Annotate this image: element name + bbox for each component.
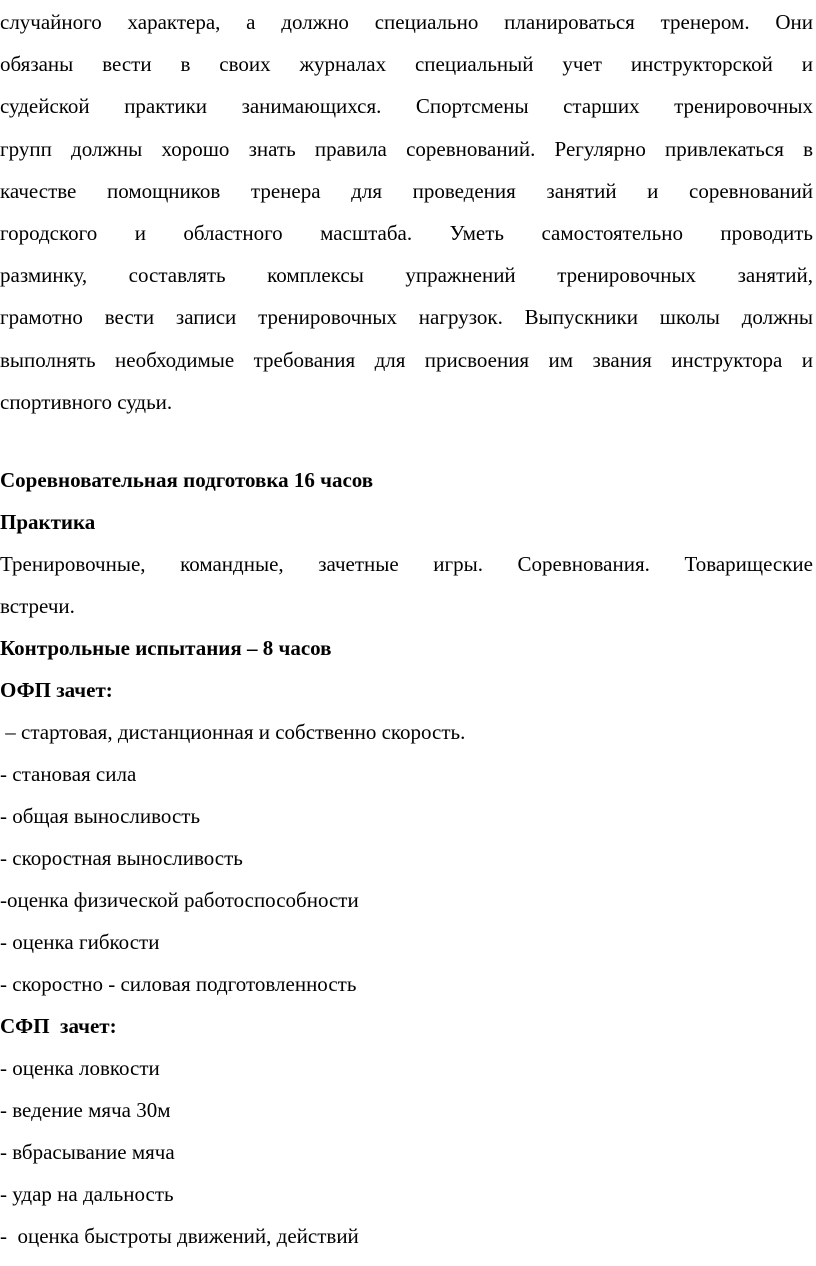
sfp-list-item: - ведение мяча 30м (0, 1098, 171, 1122)
control-heading: Контрольные испытания – 8 часов (0, 636, 332, 660)
paragraph-line: грамотно вести записи тренировочных нагрузок. Выпускники школы должны (0, 305, 813, 330)
ofp-list-item: - общая выносливость (0, 804, 201, 828)
paragraph-line: спортивного судьи. (0, 389, 173, 414)
paragraph-line: качестве помощников тренера для проведения занятий и соревнований (0, 178, 813, 203)
paragraph-line: групп должны хорошо знать правила соревнований. Регулярно привлекаться в (0, 136, 813, 161)
paragraph-line: Тренировочные, командные, зачетные игры. Соревнования. Товарищеские (0, 552, 813, 576)
ofp-list-item: -оценка физической работоспособности (0, 888, 359, 912)
ofp-list-item: – стартовая, дистанционная и собственно скорость. (0, 720, 466, 744)
ofp-list-item: - становая сила (0, 762, 137, 786)
sfp-list-item: - оценка быстроты движений, действий (0, 1224, 359, 1248)
competitive-heading: Соревновательная подготовка 16 часов (0, 468, 374, 492)
sfp-list-item: - вбрасывание мяча (0, 1140, 175, 1164)
sfp-list-item: - оценка ловкости (0, 1056, 160, 1080)
ofp-heading: ОФП зачет: (0, 678, 113, 702)
competitive-paragraph (0, 543, 813, 627)
paragraph-line: судейской практики занимающихся. Спортсмены старших тренировочных (0, 94, 813, 119)
sfp-list-item: - удар на дальность (0, 1182, 174, 1206)
sfp-heading: СФП зачет: (0, 1014, 117, 1038)
ofp-list-item: - оценка гибкости (0, 930, 160, 954)
ofp-list-item: - скоростная выносливость (0, 846, 243, 870)
paragraph-line: городского и областного масштаба. Уметь самостоятельно проводить (0, 220, 813, 245)
paragraph-line: случайного характера, а должно специально планироваться тренером. Они (0, 10, 813, 34)
intro-paragraph (0, 1, 813, 423)
practice-subheading: Практика (0, 510, 96, 534)
ofp-list-item: - скоростно - силовая подготовленность (0, 972, 357, 996)
paragraph-line: разминку, составлять комплексы упражнений тренировочных занятий, (0, 263, 813, 288)
paragraph-line: обязаны вести в своих журналах специальный учет инструкторской и (0, 52, 813, 77)
paragraph-line: встречи. (0, 594, 75, 619)
paragraph-line: выполнять необходимые требования для присвоения им звания инструктора и (0, 347, 813, 372)
